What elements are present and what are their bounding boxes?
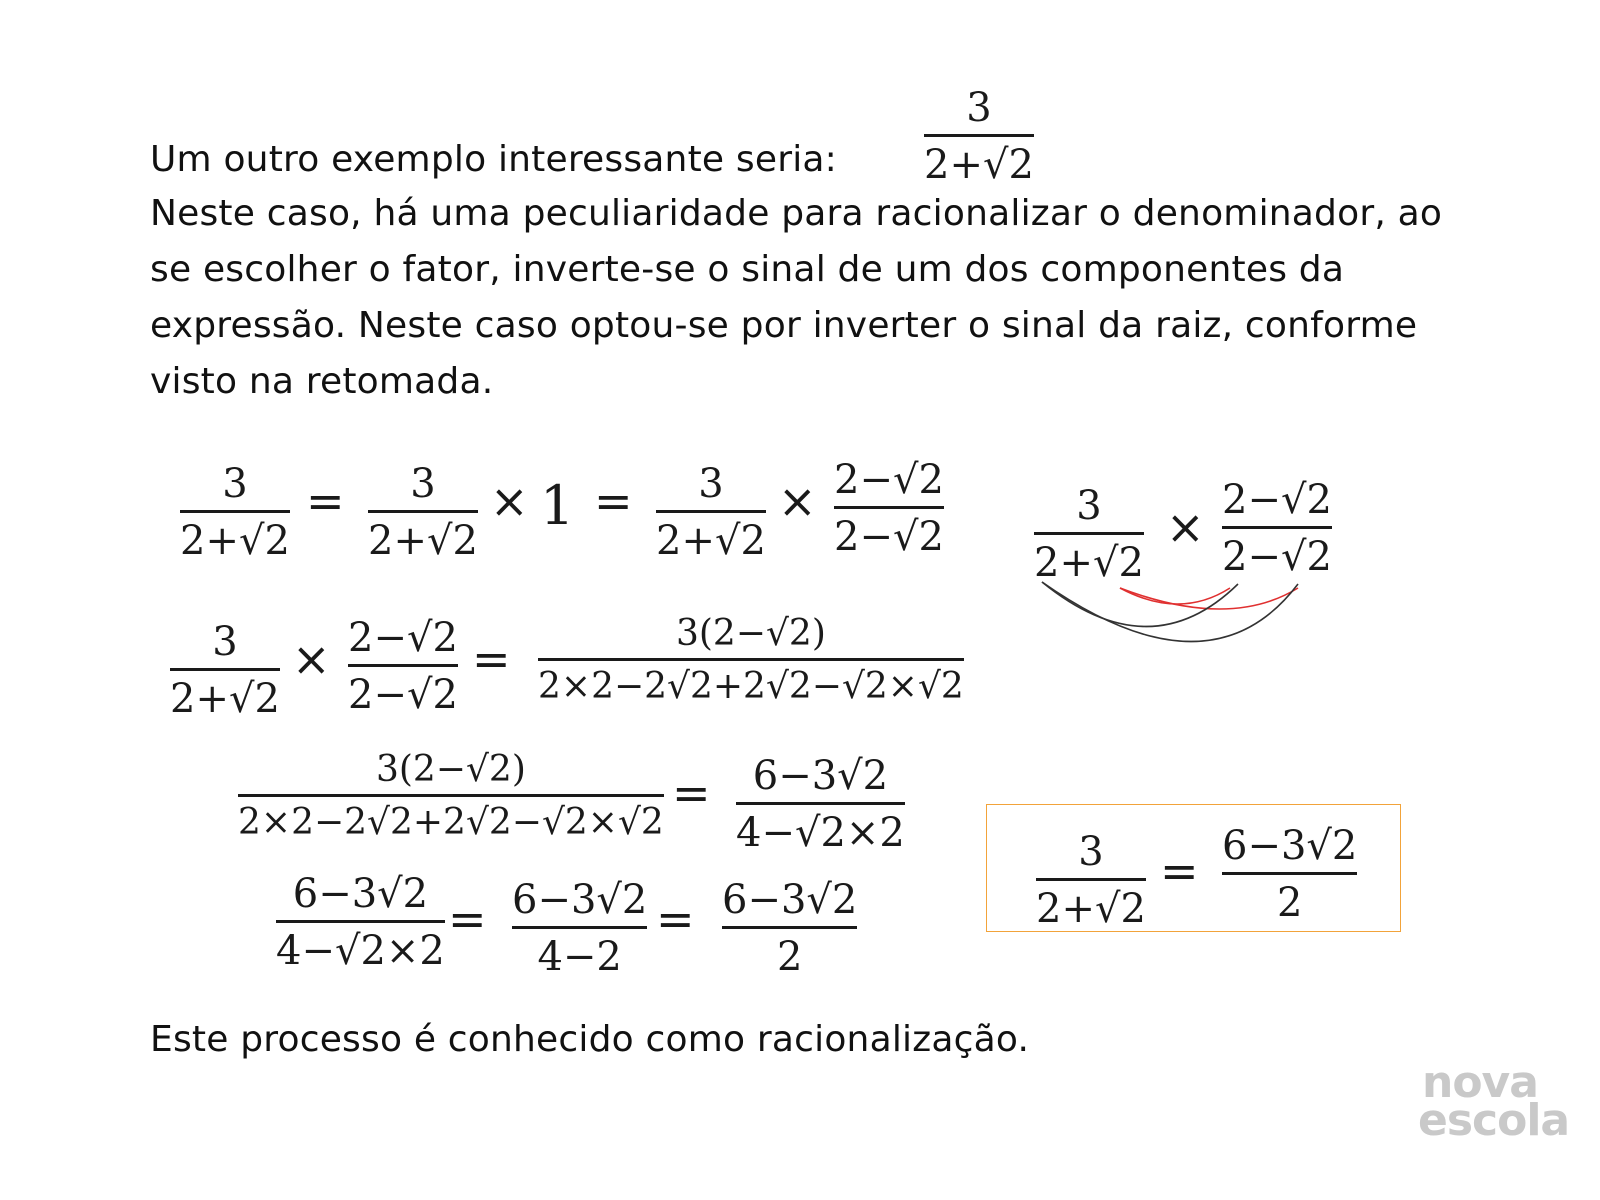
equals-sign: =	[672, 766, 711, 820]
equals-sign: =	[306, 474, 345, 528]
fraction-3-over-2plusroot2: 3 2+√2	[656, 461, 766, 564]
result-box-right-fraction: 6−3√2 2	[1222, 823, 1358, 926]
fraction-3-over-2plusroot2: 3 2+√2	[368, 461, 478, 564]
equals-sign: =	[448, 892, 487, 946]
fraction-expanded: 3(2−√2) 2×2−2√2+2√2−√2×√2	[238, 749, 664, 843]
fraction-3-over-2plusroot2: 3 2+√2	[180, 461, 290, 564]
fraction-conjugate: 2−√2 2−√2	[834, 457, 944, 560]
denominator: 2+√2	[924, 142, 1034, 188]
logo-line-2: escola	[1418, 1095, 1570, 1146]
nova-escola-logo	[1418, 1057, 1570, 1146]
fraction-6minus3root2-over-4minus2: 6−3√2 4−2	[512, 877, 648, 980]
result-box-left-fraction: 3 2+√2	[1036, 829, 1146, 932]
fraction-expanded: 3(2−√2) 2×2−2√2+2√2−√2×√2	[538, 613, 964, 707]
explanation-paragraph: Neste caso, há uma peculiaridade para racionalizar o denominador, ao se escolher o fator, inverte-se o sinal de um dos componentes da expressão. Neste caso optou-se por inverter o sinal da raiz, conforme visto na retomada.	[150, 193, 1443, 402]
distribution-arcs	[1030, 570, 1330, 680]
intro-fraction	[924, 85, 1034, 188]
times-sign: ×	[778, 474, 817, 528]
numerator: 3	[966, 85, 992, 131]
logo-line-1: nova	[1422, 1057, 1538, 1108]
arc-red-1	[1120, 588, 1230, 604]
fraction-3-over-2plusroot2: 3 2+√2	[170, 619, 280, 722]
equals-sign: =	[472, 632, 511, 686]
fraction-conjugate: 2−√2 2−√2	[348, 615, 458, 718]
times-sign: ×	[292, 632, 331, 686]
arc-dark-1	[1042, 582, 1238, 627]
result-box-equals: =	[1160, 844, 1199, 898]
fraction-result: 6−3√2 2	[722, 877, 858, 980]
fraction-simplified-step: 6−3√2 4−√2×2	[276, 871, 445, 974]
fraction-simplified-step: 6−3√2 4−√2×2	[736, 753, 905, 856]
diagram-times-sign: ×	[1166, 500, 1205, 554]
number-one: 1	[540, 474, 575, 537]
intro-text: Um outro exemplo interessante seria:	[150, 139, 837, 180]
diagram-fraction-left: 3 2+√2	[1034, 483, 1144, 586]
times-sign: ×	[490, 474, 529, 528]
arc-dark-2	[1042, 582, 1298, 642]
equals-sign: =	[656, 892, 695, 946]
conclusion-text: Este processo é conhecido como racionalização.	[150, 1019, 1030, 1060]
diagram-fraction-right: 2−√2 2−√2	[1222, 477, 1332, 580]
equals-sign: =	[594, 474, 633, 528]
